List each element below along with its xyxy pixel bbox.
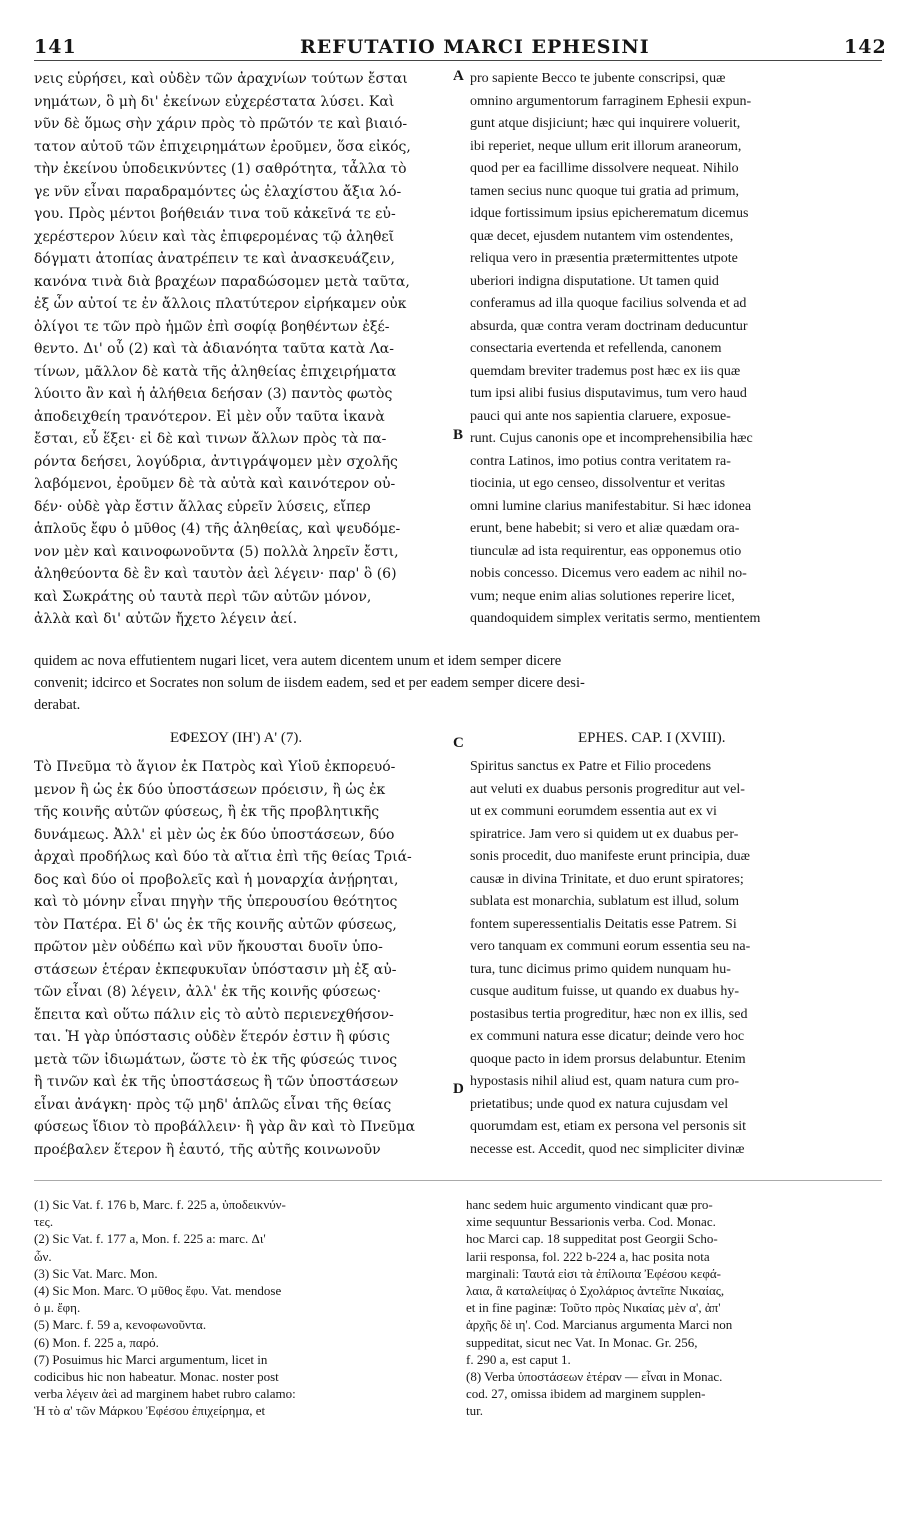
footnote-line: hanc sedem huic argumento vindicant quæ pro- — [466, 1197, 713, 1212]
latin-text-line: tum ipsi alibi fusius disputavimus, tum vero haud — [470, 386, 747, 401]
greek-text-line: τὸν Πατέρα. Εἰ δ' ὡς ἐκ τῆς κοινῆς αὐτῶν φύσεως, — [34, 916, 397, 933]
greek-text-line: ἔπειτα καὶ οὕτω πάλιν εἰς τὸ αὐτὸ περιενεχθήσον- — [34, 1006, 394, 1023]
latin-text-line: sonis procedit, duo manifeste erunt principia, duæ — [470, 849, 750, 864]
greek-text-line: Τὸ Πνεῦμα τὸ ἅγιον ἐκ Πατρὸς καὶ Υἱοῦ ἐκπορευό- — [34, 759, 396, 775]
greek-text-line: καὶ τὸ μόνην εἶναι πηγὴν τῆς ὑπερουσίου θεότητος — [34, 894, 398, 910]
latin-text-line: hypostasis nihil aliud est, quam natura cum pro- — [470, 1074, 740, 1089]
latin-section-title: EPHES. CAP. I (XVIII). — [578, 730, 726, 746]
footnote-line: (3) Sic Vat. Marc. Mon. — [34, 1265, 158, 1281]
margin-marker-d: D — [453, 1081, 464, 1097]
footnote-line: verba λέγειν ἀεὶ ad marginem habet rubro calamo: — [34, 1386, 296, 1402]
full-width-line: derabat. — [34, 697, 81, 713]
greek-text-line: ται. Ἡ γὰρ ὑπόστασις οὐδὲν ἕτερόν ἐστιν ἢ φύσις — [34, 1029, 390, 1045]
greek-text-line: κανόνα τινὰ διὰ βραχέων παραδώσομεν μετὰ ταῦτα, — [34, 273, 410, 290]
greek-text-line: τῶν εἶναι (8) λέγειν, ἀλλ' ἐκ τῆς κοινῆς φύσεως· — [34, 984, 382, 1000]
latin-text-line: reliqua vero in præsentia prætermittentes utpote — [470, 251, 738, 266]
latin-text-line: pro sapiente Becco te jubente conscripsi, quæ — [470, 71, 726, 86]
latin-text-line: absurda, quæ contra veram doctrinam deducuntur — [470, 318, 748, 334]
greek-text-line: νεις εὑρήσει, καὶ οὐδὲν τῶν ἀραχνίων τούτων ἔσται — [34, 71, 408, 87]
footnote-line: et in fine paginæ: Τοῦτο πρὸς Νικαίας μὲν α', ἀπ' — [466, 1300, 721, 1316]
latin-text-line: quod per ea facillime dissolvere nequeat. Nihilo — [470, 161, 739, 176]
greek-text-line: ἀλλὰ καὶ δι' αὐτῶν ἤχετο λέγειν ἀεί. — [34, 611, 298, 627]
greek-text-line: ἐξ ὧν αὐτοί τε ἐν ἄλλοις πλατύτερον εἰρήκαμεν οὐκ — [34, 296, 407, 312]
greek-text-line: λύοιτο ἂν καὶ ἡ ἀλήθεια δεήσαν (3) παντὸς φωτὸς — [34, 386, 393, 402]
latin-text-line: necesse est. Accedit, quod nec simpliciter divinæ — [470, 1141, 745, 1157]
footnote-line: codicibus hic non habeatur. Monac. noster post — [34, 1369, 279, 1385]
latin-text-line: omni lumine clarius manifestabitur. Si hæc idonea — [470, 498, 752, 514]
greek-text-line: πρῶτον μὲν οὐδέπω καὶ νῦν ἤκουσται δυοῖν ὑπο- — [34, 939, 383, 955]
latin-text-line: ex communi natura esse dicatur; deinde vero hoc — [470, 1029, 745, 1044]
footnote-line: cod. 27, omissa ibidem ad marginem supplen- — [466, 1386, 706, 1402]
latin-text-line: runt. Cujus canonis ope et incomprehensibilia hæc — [470, 431, 753, 446]
greek-text-line: χερέστερον λύειν καὶ τὰς ἐπιφερομένας τῷ ἀληθεῖ — [34, 228, 395, 245]
latin-text-line: tamen secius nunc quoque tui gratia ad primum, — [470, 183, 740, 199]
latin-text-line: omnino argumentorum farraginem Ephesii expun- — [470, 93, 752, 109]
greek-text-line: δόγματι ἀτοπίας ἀνατρέπειν τε καὶ ἀνασκευάζειν, — [34, 251, 395, 267]
greek-text-line: μενον ἢ ὡς ἐκ δύο ὑποστάσεων πρόεισιν, ἢ ὡς ἐκ — [34, 781, 386, 798]
latin-text-line: conferamus ad illa quoque facilius solvenda et ad — [470, 296, 747, 311]
full-width-line: quidem ac nova effutientem nugari licet, vera autem dicentem unum et idem semper dicere — [34, 653, 562, 669]
latin-text-line: quæ decet, ejusdem nutantem vim ostendentes, — [470, 228, 734, 244]
latin-text-line: spiratrice. Jam vero si quidem ut ex duabus per- — [470, 826, 739, 842]
footnote-line: (5) Marc. f. 59 a, κενοφωνοῦντα. — [34, 1317, 207, 1333]
latin-text-line: prietatibus; unde quod ex natura cujusdam vel — [470, 1096, 729, 1112]
latin-text-line: tiocinia, ut ego censeo, dissolventur et veritas — [470, 476, 726, 491]
footnote-line: (4) Sic Mon. Marc. Ὁ μῦθος ἔφυ. Vat. mendose — [34, 1283, 282, 1299]
greek-text-line: τατον αὐτοῦ τῶν ἐπιχειρημάτων ἐροῦμεν, ὅσα εἰκός, — [34, 138, 411, 155]
greek-text-line: μετὰ τῶν ἰδιωμάτων, ὥστε τὸ ἐκ τῆς φύσεώς τινος — [34, 1051, 398, 1068]
latin-text-line: Spiritus sanctus ex Patre et Filio procedens — [470, 759, 712, 774]
header-rule — [34, 60, 882, 61]
footnote-line: suppeditat, sicut nec Vat. In Monac. Gr. 256, — [466, 1334, 698, 1350]
latin-text-line: ibi reperiet, neque ullum erit illorum araneorum, — [470, 138, 742, 154]
greek-text-line: νον μὲν καὶ καινοφωνοῦντα (5) πολλὰ ληρεῖν ἔστι, — [34, 543, 399, 560]
footnote-line: ἀρχῆς δὲ ιη'. Cod. Marcianus argumenta Marci non — [466, 1317, 733, 1333]
greek-text-line: εἶναι ἀνάγκη· πρὸς τῷ μηδ' ἁπλῶς εἶναι τῆς θείας — [34, 1096, 392, 1113]
greek-text-line: τίνων, μᾶλλον δὲ κατὰ τῆς ἀληθείας ἐπιχειρήματα — [34, 363, 397, 380]
footnote-line: ὁ μ. ἔφη. — [34, 1300, 81, 1316]
footnote-line: xime sequuntur Bessarionis verba. Cod. Monac. — [466, 1214, 716, 1230]
latin-text-line: contra Latinos, imo potius contra veritatem ra- — [470, 453, 731, 469]
footnote-line: hoc Marci cap. 18 suppeditat post Georgii Scho- — [466, 1231, 718, 1247]
latin-text-line: cusque auditum fuisse, ut quando ex duabus hy- — [470, 984, 740, 999]
greek-column-section — [34, 756, 454, 1161]
latin-text-line: gunt atque disjiciunt; hæc qui inquirere voluerit, — [470, 116, 741, 131]
latin-text-line: pauci qui ante nos sapientia claruere, exposue- — [470, 408, 731, 424]
left-page-number: 141 — [34, 36, 77, 58]
margin-marker-a: A — [453, 68, 464, 84]
full-width-line: convenit; idcirco et Socrates non solum de iisdem eadem, sed et per eadem semper dicere desi- — [34, 675, 585, 691]
greek-text-line: νῦν δὲ ὅμως σὴν χάριν πρὸς τὸ πρῶτόν τε καὶ βιαιό- — [34, 116, 408, 132]
latin-text-line: uberiori indigna disputatione. Ut tamen quid — [470, 273, 719, 289]
footnote-line: f. 290 a, est caput 1. — [466, 1351, 571, 1367]
footnotes-right — [466, 1196, 884, 1420]
greek-text-line: ἀποδειχθείη τρανότερον. Εἰ μὲν οὖν ταῦτα ἱκανὰ — [34, 408, 385, 425]
greek-text-line: ἁπλοῦς ἔφυ ὁ μῦθος (4) τῆς ἀληθείας, καὶ ψευδόμε- — [34, 521, 401, 537]
footnote-line: ὧν. — [34, 1248, 52, 1264]
greek-section-title: ΕΦΕΣΟΥ (ΙΗ') Α' (7). — [170, 730, 303, 746]
latin-column-top — [470, 68, 880, 631]
greek-text-line: τῆς κοινῆς αὐτῶν φύσεως, ἢ ἐκ τῆς προβλητικῆς — [34, 804, 380, 820]
latin-text-line: causæ in divina Trinitate, et duo erunt spiratores; — [470, 871, 744, 887]
greek-text-line: δέν· οὐδὲ γὰρ ἔστιν ἄλλας εὑρεῖν λύσεις, εἴπερ — [34, 498, 371, 515]
greek-text-line: νημάτων, ὃ μὴ δι' ἐκείνων εὐχερέστατα λύσει. Καὶ — [34, 93, 395, 110]
footnote-rule — [34, 1180, 882, 1181]
latin-text-line: postasibus tertia progreditur, hæc non ex illis, sed — [470, 1006, 748, 1022]
footnote-line: τες. — [34, 1214, 54, 1230]
greek-text-line: ἀληθεύοντα δὲ ἓν καὶ ταυτὸν ἀεὶ λέγειν· παρ' ὃ (6) — [34, 566, 397, 582]
footnote-line: Ἡ τὸ α' τῶν Μάρκου Ἐφέσου ἐπιχείρημα, et — [34, 1403, 266, 1419]
latin-text-line: aut veluti ex duabus personis progreditur aut vel- — [470, 781, 745, 797]
greek-text-line: λαβόμενοι, ἐροῦμεν δὲ τὰ αὐτὰ καὶ καινότερον οὐ- — [34, 476, 396, 492]
footnotes-left — [34, 1196, 452, 1420]
greek-text-line: ἔσται, εὖ ἕξει· εἰ δὲ καὶ τινων ἄλλων πρὸς τὰ πα- — [34, 431, 387, 447]
full-width-text — [34, 650, 882, 716]
margin-marker-b: B — [453, 427, 464, 443]
greek-text-line: ἀρχαὶ προδήλως καὶ δύο τὰ αἴτια ἐπὶ τῆς θείας Τριά- — [34, 849, 412, 865]
latin-text-line: quorumdam est, etiam ex persona vel personis sit — [470, 1119, 747, 1134]
footnote-line: (6) Mon. f. 225 a, παρό. — [34, 1334, 159, 1350]
greek-text-line: ἢ τινῶν καὶ ἐκ τῆς ὑποστάσεως ἢ τῶν ὑποστάσεων — [34, 1074, 399, 1090]
footnote-line: (2) Sic Vat. f. 177 a, Mon. f. 225 a: marc. Δι' — [34, 1231, 266, 1247]
running-title: REFUTATIO MARCI EPHESINI — [300, 36, 650, 58]
latin-text-line: fontem superessentialis Deitatis esse Patrem. Si — [470, 916, 737, 932]
footnote-line: larii responsa, fol. 222 b-224 a, hac posita nota — [466, 1248, 710, 1264]
right-page-number: 142 — [844, 36, 887, 58]
greek-text-line: δυνάμεως. Ἀλλ' εἰ μὲν ὡς ἐκ δύο ὑποστάσεων, δύο — [34, 826, 395, 843]
latin-text-line: tiunculæ ad ista requirentur, eas opponemus otio — [470, 543, 742, 559]
greek-text-line: τὴν ἐκείνου ὑποδεικνύντες (1) σαθρότητα, τἆλλα τὸ — [34, 161, 407, 177]
footnote-line: (1) Sic Vat. f. 176 b, Marc. f. 225 a, ὑποδεικνύν- — [34, 1197, 286, 1212]
greek-text-line: δος καὶ δύο οἱ προβολεῖς καὶ ἡ μοναρχία ἀνῄρηται, — [34, 871, 399, 888]
latin-text-line: idque fortissimum ipsius epicherematum dicemus — [470, 206, 749, 221]
latin-text-line: quoque pacto in idem prorsus delabuntur. Etenim — [470, 1051, 746, 1067]
greek-text-line: προέβαλεν ἕτερον ἢ ἑαυτό, τῆς αὐτῆς κοινωνοῦν — [34, 1141, 381, 1158]
footnote-line: (7) Posuimus hic Marci argumentum, licet in — [34, 1351, 268, 1367]
footnote-line: marginali: Ταυτά εἰσι τὰ ἐπίλοιπα Ἐφέσου κεφά- — [466, 1265, 721, 1281]
latin-text-line: vum; neque enim alias solutiones reperire licet, — [470, 588, 735, 604]
latin-text-line: ut ex communi eorumdem essentia aut ex vi — [470, 804, 717, 819]
latin-text-line: sublata est monarchia, sublatum est illud, solum — [470, 894, 740, 909]
greek-text-line: στάσεων ἑτέραν ἐκπεφυκυῖαν ὑπόστασιν μὴ ἐξ αὐ- — [34, 961, 397, 978]
latin-text-line: nobis concesso. Dicemus vero eadem ac nihil no- — [470, 566, 747, 581]
greek-text-line: φύσεως ἴδιον τὸ προβάλλειν· ἢ γὰρ ἂν καὶ τὸ Πνεῦμα — [34, 1119, 416, 1135]
latin-text-line: quemdam breviter trademus post hæc ex iis quæ — [470, 363, 741, 379]
greek-text-line: ρόντα δεήσει, λογύδρια, ἀντιγράψομεν μὲν σχολῆς — [34, 453, 398, 470]
latin-column-section — [470, 756, 880, 1161]
greek-column-top — [34, 68, 454, 631]
greek-text-line: ὀλίγοι τε τῶν πρὸ ἡμῶν ἐπὶ σοφίᾳ βοηθέντων ἐξέ- — [34, 318, 390, 335]
latin-text-line: erunt, bene habebit; si vero et aliæ quædam ora- — [470, 521, 740, 536]
footnote-line: λαια, ἃ καταλείψας ὁ Σχολάριος ἀντεῖπε Νικαίας, — [466, 1283, 725, 1299]
greek-text-line: γε νῦν εἶναι παραδραμόντες ὡς ἐλαχίστου ἄξια λό- — [34, 183, 402, 200]
footnote-line: (8) Verba ὑποστάσεων ἑτέραν — εἶναι in Monac. — [466, 1369, 723, 1385]
latin-text-line: quandoquidem simplex veritatis sermo, mentientem — [470, 611, 761, 626]
greek-text-line: θεντο. Δι' οὗ (2) καὶ τὰ ἀδιανόητα ταῦτα κατὰ Λα- — [34, 341, 394, 357]
margin-marker-c: C — [453, 735, 464, 751]
greek-text-line: γου. Πρὸς μέντοι βοήθειάν τινα τοῦ κἀκεῖνά τε εὐ- — [34, 206, 396, 222]
latin-text-line: consectaria evertenda et refellenda, canonem — [470, 341, 722, 356]
footnote-line: tur. — [466, 1403, 483, 1419]
greek-text-line: καὶ Σωκράτης οὐ ταυτὰ περὶ τῶν αὐτῶν μόνον, — [34, 588, 372, 605]
latin-text-line: tura, tunc dicimus primo quidem nunquam hu- — [470, 961, 731, 977]
latin-text-line: vero tanquam ex communi eorum essentia seu na- — [470, 939, 751, 954]
